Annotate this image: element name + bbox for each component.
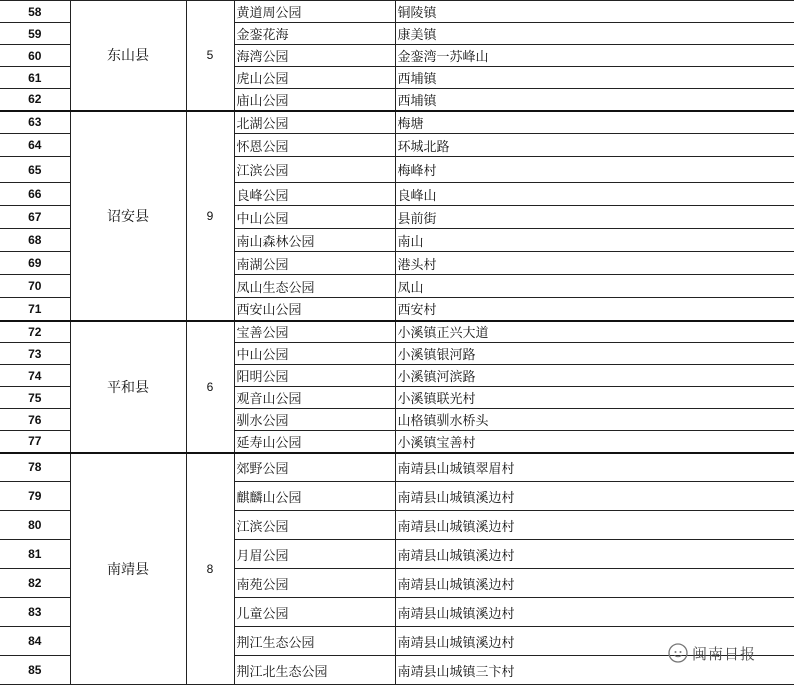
row-number: 62 bbox=[0, 89, 70, 111]
watermark bbox=[668, 642, 756, 664]
row-number: 64 bbox=[0, 134, 70, 157]
row-number: 61 bbox=[0, 67, 70, 89]
table-row bbox=[0, 111, 794, 134]
park-name: 延寿山公园 bbox=[234, 431, 395, 453]
park-name: 江滨公园 bbox=[234, 511, 395, 540]
park-location: 小溪镇正兴大道 bbox=[395, 321, 794, 343]
table-row bbox=[0, 321, 794, 343]
park-location: 南靖县山城镇溪边村 bbox=[395, 511, 794, 540]
row-number: 67 bbox=[0, 206, 70, 229]
park-location: 西埔镇 bbox=[395, 89, 794, 111]
row-number: 81 bbox=[0, 540, 70, 569]
park-count: 5 bbox=[186, 1, 234, 111]
park-location: 南靖县山城镇三卞村 bbox=[395, 656, 794, 685]
park-location: 县前街 bbox=[395, 206, 794, 229]
row-number: 66 bbox=[0, 183, 70, 206]
park-count: 6 bbox=[186, 321, 234, 453]
row-number: 71 bbox=[0, 298, 70, 321]
parks-table-body bbox=[0, 1, 794, 685]
park-name: 儿童公园 bbox=[234, 598, 395, 627]
park-location: 凤山 bbox=[395, 275, 794, 298]
park-location: 山格镇驯水桥头 bbox=[395, 409, 794, 431]
park-name: 怀恩公园 bbox=[234, 134, 395, 157]
park-name: 海湾公园 bbox=[234, 45, 395, 67]
row-number: 75 bbox=[0, 387, 70, 409]
park-location: 南靖县山城镇溪边村 bbox=[395, 598, 794, 627]
park-name: 荆江北生态公园 bbox=[234, 656, 395, 685]
park-name: 南湖公园 bbox=[234, 252, 395, 275]
park-name: 宝善公园 bbox=[234, 321, 395, 343]
park-location: 西安村 bbox=[395, 298, 794, 321]
park-count: 9 bbox=[186, 111, 234, 321]
row-number: 84 bbox=[0, 627, 70, 656]
table-row bbox=[0, 453, 794, 482]
county-name: 平和县 bbox=[70, 321, 186, 453]
park-location: 康美镇 bbox=[395, 23, 794, 45]
park-name: 南苑公园 bbox=[234, 569, 395, 598]
park-name: 中山公园 bbox=[234, 343, 395, 365]
park-name: 荆江生态公园 bbox=[234, 627, 395, 656]
row-number: 78 bbox=[0, 453, 70, 482]
park-location: 梅峰村 bbox=[395, 157, 794, 183]
park-location: 南靖县山城镇翠眉村 bbox=[395, 453, 794, 482]
park-count: 8 bbox=[186, 453, 234, 685]
park-location: 环城北路 bbox=[395, 134, 794, 157]
table-row bbox=[0, 1, 794, 23]
park-name: 北湖公园 bbox=[234, 111, 395, 134]
park-name: 观音山公园 bbox=[234, 387, 395, 409]
county-name: 东山县 bbox=[70, 1, 186, 111]
row-number: 77 bbox=[0, 431, 70, 453]
row-number: 63 bbox=[0, 111, 70, 134]
park-location: 金銮湾一苏峰山 bbox=[395, 45, 794, 67]
park-location: 南靖县山城镇溪边村 bbox=[395, 627, 794, 656]
park-name: 阳明公园 bbox=[234, 365, 395, 387]
park-location: 小溪镇银河路 bbox=[395, 343, 794, 365]
park-location: 小溪镇宝善村 bbox=[395, 431, 794, 453]
park-location: 南靖县山城镇溪边村 bbox=[395, 540, 794, 569]
row-number: 83 bbox=[0, 598, 70, 627]
county-name: 诏安县 bbox=[70, 111, 186, 321]
park-location: 南山 bbox=[395, 229, 794, 252]
park-location: 港头村 bbox=[395, 252, 794, 275]
wechat-icon bbox=[668, 643, 688, 663]
row-number: 60 bbox=[0, 45, 70, 67]
park-name: 郊野公园 bbox=[234, 453, 395, 482]
park-location: 西埔镇 bbox=[395, 67, 794, 89]
county-name: 南靖县 bbox=[70, 453, 186, 685]
row-number: 74 bbox=[0, 365, 70, 387]
park-location: 小溪镇联光村 bbox=[395, 387, 794, 409]
row-number: 58 bbox=[0, 1, 70, 23]
row-number: 79 bbox=[0, 482, 70, 511]
row-number: 72 bbox=[0, 321, 70, 343]
park-name: 良峰公园 bbox=[234, 183, 395, 206]
park-name: 黄道周公园 bbox=[234, 1, 395, 23]
row-number: 80 bbox=[0, 511, 70, 540]
row-number: 73 bbox=[0, 343, 70, 365]
row-number: 70 bbox=[0, 275, 70, 298]
row-number: 68 bbox=[0, 229, 70, 252]
row-number: 85 bbox=[0, 656, 70, 685]
park-name: 中山公园 bbox=[234, 206, 395, 229]
park-name: 虎山公园 bbox=[234, 67, 395, 89]
row-number: 69 bbox=[0, 252, 70, 275]
park-name: 西安山公园 bbox=[234, 298, 395, 321]
park-name: 凤山生态公园 bbox=[234, 275, 395, 298]
park-location: 小溪镇河滨路 bbox=[395, 365, 794, 387]
park-name: 麒麟山公园 bbox=[234, 482, 395, 511]
park-name: 驯水公园 bbox=[234, 409, 395, 431]
watermark-text: 闽南日报 bbox=[692, 644, 757, 663]
park-name: 南山森林公园 bbox=[234, 229, 395, 252]
park-location: 铜陵镇 bbox=[395, 1, 794, 23]
park-location: 南靖县山城镇溪边村 bbox=[395, 569, 794, 598]
row-number: 82 bbox=[0, 569, 70, 598]
row-number: 59 bbox=[0, 23, 70, 45]
row-number: 65 bbox=[0, 157, 70, 183]
park-location: 良峰山 bbox=[395, 183, 794, 206]
park-name: 月眉公园 bbox=[234, 540, 395, 569]
park-location: 梅塘 bbox=[395, 111, 794, 134]
park-name: 江滨公园 bbox=[234, 157, 395, 183]
row-number: 76 bbox=[0, 409, 70, 431]
park-name: 金銮花海 bbox=[234, 23, 395, 45]
park-name: 庙山公园 bbox=[234, 89, 395, 111]
park-location: 南靖县山城镇溪边村 bbox=[395, 482, 794, 511]
